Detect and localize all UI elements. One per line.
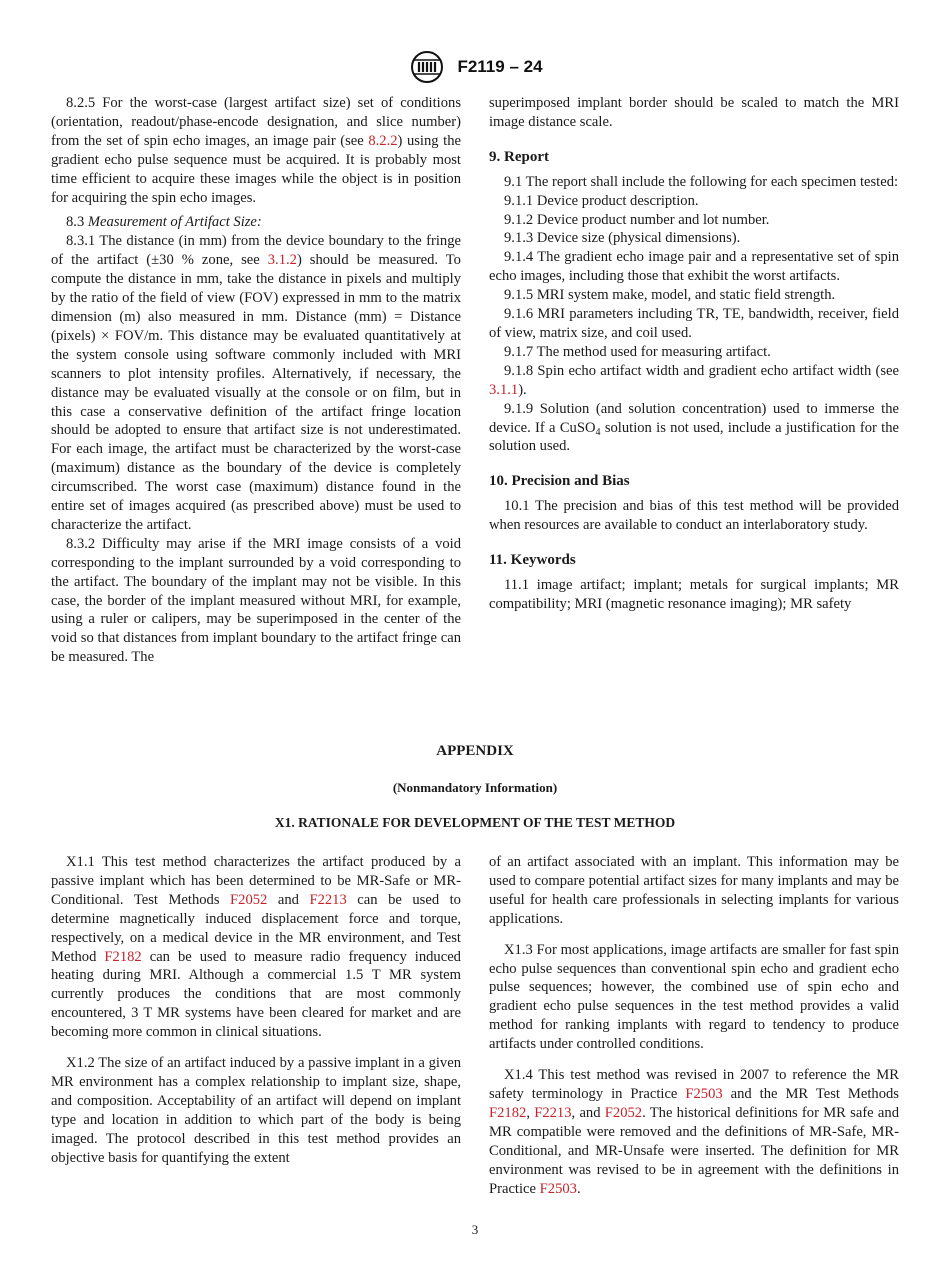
paragraph-8-2-5: 8.2.5 For the worst-case (largest artifact size) set of conditions (orientation, readout/phase-encode designation, and slice number) from the set of spin echo images, an image pair (see 8.2.2) using the gradient echo pulse sequence must be acquired. It is probably most time efficient to acquire these images while the object is in position for acquiring the spin echo images. bbox=[51, 95, 461, 206]
appendix-title: APPENDIX bbox=[436, 743, 514, 759]
lower-right-column bbox=[489, 853, 899, 1198]
upper-right-column bbox=[489, 94, 899, 614]
paragraph-8-3: 8.3 Measurement of Artifact Size: bbox=[66, 214, 262, 231]
paragraph-9-1-2: 9.1.2 Device product number and lot number. bbox=[504, 211, 770, 228]
paragraph-9-1-1: 9.1.1 Device product description. bbox=[504, 192, 699, 209]
appendix-section-title: X1. RATIONALE FOR DEVELOPMENT OF THE TEST METHOD bbox=[274, 815, 676, 830]
paragraph-8-3-2: 8.3.2 Difficulty may arise if the MRI image consists of a void corresponding to the implant surrounded by a void corresponding to the artifact. The boundary of the implant may not be visible. In this case, the border of the implant measured without MRI, for example, using a ruler or calipers, may be superimposed in the center of the void so that distances from implant boundary to the artifact fringe can be measured. The bbox=[51, 535, 461, 666]
paragraph-9-1-3: 9.1.3 Device size (physical dimensions). bbox=[504, 230, 741, 247]
appendix-subtitle: (Nonmandatory Information) bbox=[392, 780, 558, 795]
astm-logo-icon bbox=[407, 50, 447, 84]
upper-left-column bbox=[51, 94, 461, 667]
heading-report: 9. Report bbox=[489, 148, 549, 165]
paragraph-9-1-8: 9.1.8 Spin echo artifact width and gradient echo artifact width (see 3.1.1). bbox=[489, 362, 899, 398]
ref-link-f2213[interactable]: F2213 bbox=[309, 891, 347, 908]
paragraph-10-1: 10.1 The precision and bias of this test method will be provided when resources are available to conduct an interlaboratory study. bbox=[489, 498, 899, 534]
ref-link-f2182[interactable]: F2182 bbox=[104, 948, 142, 965]
ref-link-f2503[interactable]: F2503 bbox=[685, 1085, 723, 1102]
page-number: 3 bbox=[471, 1222, 479, 1237]
paragraph-11-1: 11.1 image artifact; implant; metals for surgical implants; MR compatibility; MRI (magnetic resonance imaging); MR safety bbox=[489, 576, 899, 612]
paragraph-9-1: 9.1 The report shall include the following for each specimen tested: bbox=[504, 173, 899, 190]
paragraph-9-1-7: 9.1.7 The method used for measuring artifact. bbox=[504, 343, 771, 360]
paragraph-8-3-1: 8.3.1 The distance (in mm) from the device boundary to the fringe of the artifact (±30 % zone, see 3.1.2) should be measured. To compute the distance in mm, take the distance in pixels and multiply by the ratio of the field of view (FOV) expressed in mm to the matrix dimension (m) also measured in mm. Distance (mm) = Distance (pixels) × FOV/m. This distance may be evaluated quantitatively at the system console using software commonly included with MRI scanners to plot intensity profiles. Alternatively, if necessary, the distance may be evaluated visually at the console or on film, but in this case a conservative definition of the artifact fringe location should be adopted to ensure that artifact size is not underestimated. For each image, the artifact must be characterized by the worst-case (maximum) distance as the boundary of the device is completely circumscribed. The worst case (maximum) distance found in the entire set of images acquired (as prescribed above) must be used to characterize the artifact. bbox=[51, 233, 461, 533]
ref-link-f2052[interactable]: F2052 bbox=[230, 891, 268, 908]
paragraph-9-1-9: 9.1.9 Solution (and solution concentration) used to immerse the device. If a CuSO$_4$ solution is not used, include a justification for the solution used. bbox=[489, 400, 900, 455]
paragraph-x1-2: X1.2 The size of an artifact induced by a passive implant in a given MR environment has a complex relationship to implant size, shape, and composition. Acceptability of an artifact will depend on implant type and location in addition to which part of the body is being imaged. The protocol described in this test method provides an objective basis for quantifying the extent bbox=[51, 1055, 461, 1166]
paragraph-x1-4: X1.4 This test method was revised in 2007 to reference the MR safety terminology in Practice F2503 and the MR Test Methods F2182, F2213, and F2052. The historical definitions for MR safe and MR compatible were removed and the definitions of MR-Safe, MR-Conditional, and MR-Unsafe were inserted. The definition for MR environment was revised to be in agreement with the definitions in Practice F2503. bbox=[489, 1067, 899, 1197]
heading-precision-and-bias: 10. Precision and Bias bbox=[489, 473, 630, 490]
ref-link-3-1-2[interactable]: 3.1.2 bbox=[267, 252, 297, 269]
ref-link-f2213[interactable]: F2213 bbox=[534, 1104, 572, 1121]
heading-keywords: 11. Keywords bbox=[489, 552, 576, 569]
lower-left-column bbox=[51, 853, 461, 1168]
page-header bbox=[0, 50, 950, 84]
ref-link-f2182[interactable]: F2182 bbox=[489, 1104, 527, 1121]
paragraph-x1-3: X1.3 For most applications, image artifacts are smaller for fast spin echo pulse sequences than conventional spin echo and gradient echo pulse sequences; however, the combined use of spin echo and gradient echo pulse sequences in the test method provides a valid method for ranking implants with regard to tendency to produce artifacts under controlled conditions. bbox=[489, 941, 899, 1053]
paragraph-9-1-4: 9.1.4 The gradient echo image pair and a representative set of spin echo images, including those that exhibit the worst artifacts. bbox=[489, 249, 899, 285]
document-designation: F2119 – 24 bbox=[457, 57, 543, 76]
paragraph-x1-2-continuation: of an artifact associated with an implant. This information may be used to compare potential artifact sizes for many implants and may be useful for health care professionals in selecting implants for various applications. bbox=[489, 854, 899, 927]
paragraph-9-1-6: 9.1.6 MRI parameters including TR, TE, bandwidth, receiver, field of view, matrix size, and coil used. bbox=[489, 306, 899, 341]
ref-link-f2052[interactable]: F2052 bbox=[604, 1104, 643, 1121]
paragraph-continuation: superimposed implant border should be scaled to match the MRI image distance scale. bbox=[489, 95, 899, 130]
ref-link-8-2-2[interactable]: 8.2.2 bbox=[368, 132, 398, 149]
paragraph-9-1-5: 9.1.5 MRI system make, model, and static field strength. bbox=[504, 287, 836, 304]
ref-link-3-1-1[interactable]: 3.1.1 bbox=[489, 381, 519, 398]
ref-link-f2503[interactable]: F2503 bbox=[539, 1180, 577, 1197]
paragraph-x1-1: X1.1 This test method characterizes the artifact produced by a passive implant which has been determined to be MR-Safe or MR-Conditional. Test Methods F2052 and F2213 can be used to determine magnetically induced displacement force and torque, respectively, on a medical device in the MR environment, and Test Method F2182 can be used to measure radio frequency induced heating during MRI. Although a commercial 1.5 T MR system currently produces the conditions that are most commonly encountered, 3 T MR systems have been cleared for market and are becoming more common in clinical situations. bbox=[51, 854, 461, 1041]
